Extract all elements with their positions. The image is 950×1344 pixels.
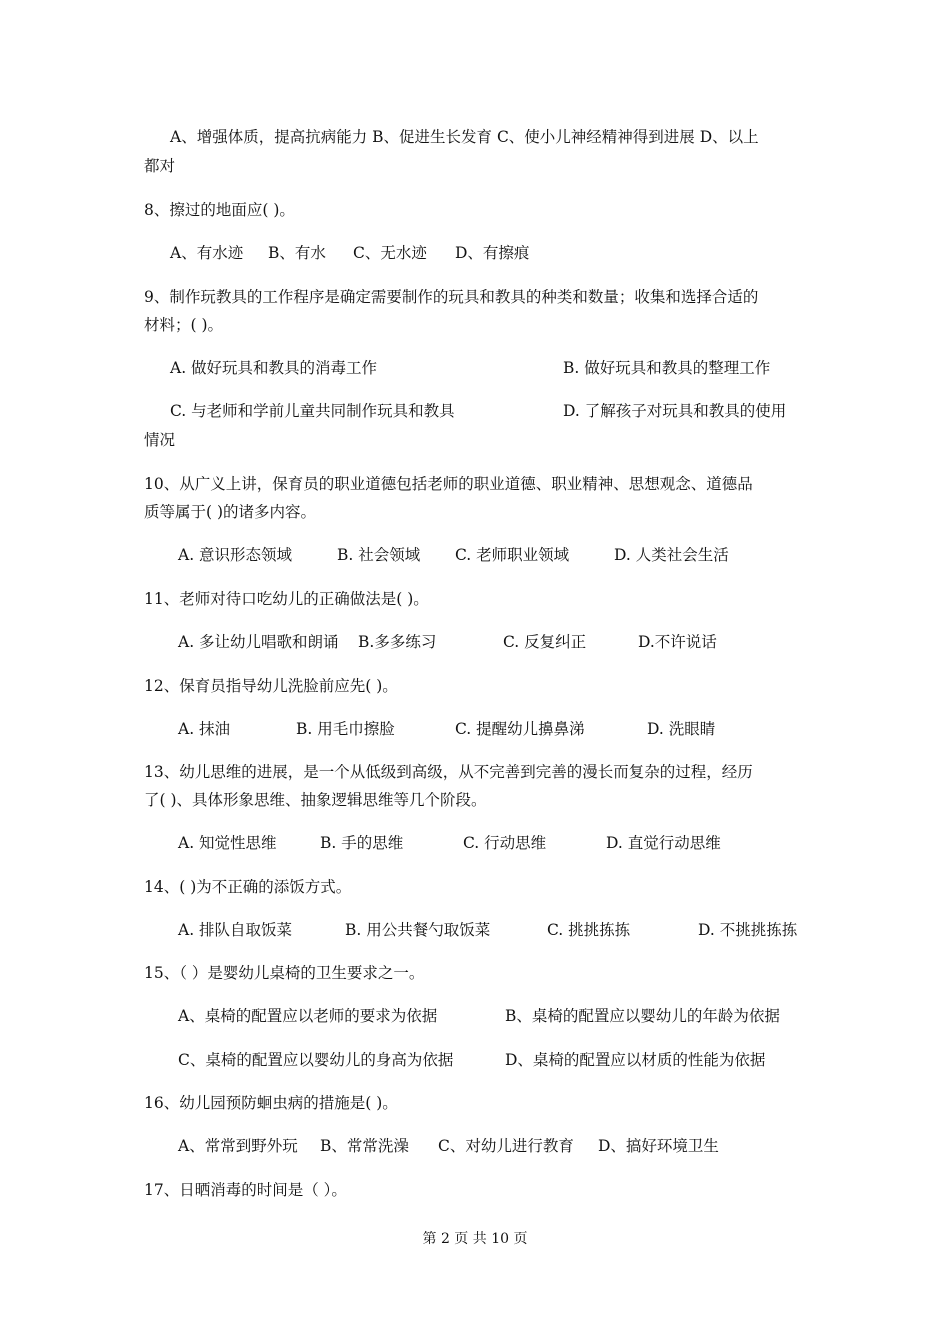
q12-option-a: A. 抹油 xyxy=(178,720,231,738)
q16-option-c: C、对幼儿进行教育 xyxy=(438,1137,574,1155)
q9-option-d-continued: 情况 xyxy=(144,431,176,449)
q7-options-line-2: 都对 xyxy=(144,157,176,175)
q12-option-c: C. 提醒幼儿擤鼻涕 xyxy=(455,720,585,738)
q15-option-c: C、桌椅的配置应以婴幼儿的身高为依据 xyxy=(178,1051,454,1069)
q11-option-d: D.不许说话 xyxy=(638,633,717,651)
q11-option-c: C. 反复纠正 xyxy=(503,633,587,651)
q15-option-b: B、桌椅的配置应以婴幼儿的年龄为依据 xyxy=(505,1007,780,1025)
q14-stem: 14、( )为不正确的添饭方式。 xyxy=(144,878,352,896)
q10-stem-line-2: 质等属于( )的诸多内容。 xyxy=(144,503,317,521)
q11-option-a: A. 多让幼儿唱歌和朗诵 xyxy=(178,633,339,651)
page-number-footer: 第 2 页 共 10 页 xyxy=(422,1231,528,1247)
q16-option-b: B、常常洗澡 xyxy=(320,1137,409,1155)
q9-option-b: B. 做好玩具和教具的整理工作 xyxy=(563,359,771,377)
q15-option-d: D、桌椅的配置应以材质的性能为依据 xyxy=(505,1051,766,1069)
q14-option-b: B. 用公共餐勺取饭菜 xyxy=(345,921,491,939)
q7-options-line-1: A、增强体质，提高抗病能力 B、促进生长发育 C、使小儿神经精神得到进展 D、以上 xyxy=(170,128,759,146)
q16-stem: 16、幼儿园预防蛔虫病的措施是( )。 xyxy=(144,1094,398,1112)
q9-option-d: D. 了解孩子对玩具和教具的使用 xyxy=(563,402,787,420)
q9-option-a: A. 做好玩具和教具的消毒工作 xyxy=(170,359,378,377)
q8-option-c: C、无水迹 xyxy=(353,244,427,262)
q11-stem: 11、老师对待口吃幼儿的正确做法是( )。 xyxy=(144,590,429,608)
q14-option-c: C. 挑挑拣拣 xyxy=(547,921,631,939)
q8-option-a: A、有水迹 xyxy=(170,244,244,262)
q12-option-b: B. 用毛巾擦脸 xyxy=(296,720,395,738)
q13-option-d: D. 直觉行动思维 xyxy=(606,834,721,852)
q11-option-b: B.多多练习 xyxy=(358,633,437,651)
q10-option-b: B. 社会领域 xyxy=(337,546,421,564)
q15-option-a: A、桌椅的配置应以老师的要求为依据 xyxy=(178,1007,438,1025)
q9-stem-line-1: 9、制作玩教具的工作程序是确定需要制作的玩具和教具的种类和数量；收集和选择合适的 xyxy=(144,288,759,306)
q16-option-d: D、搞好环境卫生 xyxy=(598,1137,719,1155)
q8-option-b: B、有水 xyxy=(268,244,326,262)
q10-option-d: D. 人类社会生活 xyxy=(614,546,729,564)
q12-option-d: D. 洗眼睛 xyxy=(647,720,716,738)
q13-option-c: C. 行动思维 xyxy=(463,834,547,852)
q8-option-d: D、有擦痕 xyxy=(455,244,530,262)
q15-stem: 15、（ ）是婴幼儿桌椅的卫生要求之一。 xyxy=(144,964,425,982)
q16-option-a: A、常常到野外玩 xyxy=(178,1137,298,1155)
q10-option-c: C. 老师职业领域 xyxy=(455,546,570,564)
q13-stem-line-1: 13、幼儿思维的进展，是一个从低级到高级，从不完善到完善的漫长而复杂的过程，经历 xyxy=(144,763,753,781)
q12-stem: 12、保育员指导幼儿洗脸前应先( )。 xyxy=(144,677,398,695)
q13-option-b: B. 手的思维 xyxy=(320,834,404,852)
q10-option-a: A. 意识形态领域 xyxy=(178,546,293,564)
q17-stem: 17、日晒消毒的时间是（ ）。 xyxy=(144,1181,347,1199)
q14-option-d: D. 不挑挑拣拣 xyxy=(698,921,798,939)
q14-option-a: A. 排队自取饭菜 xyxy=(178,921,293,939)
q8-stem: 8、擦过的地面应( )。 xyxy=(144,201,295,219)
q13-stem-line-2: 了( )、具体形象思维、抽象逻辑思维等几个阶段。 xyxy=(144,791,487,809)
q9-option-c: C. 与老师和学前儿童共同制作玩具和教具 xyxy=(170,402,455,420)
q9-stem-line-2: 材料；( )。 xyxy=(144,316,224,334)
q10-stem-line-1: 10、从广义上讲，保育员的职业道德包括老师的职业道德、职业精神、思想观念、道德品 xyxy=(144,475,753,493)
q13-option-a: A. 知觉性思维 xyxy=(178,834,277,852)
